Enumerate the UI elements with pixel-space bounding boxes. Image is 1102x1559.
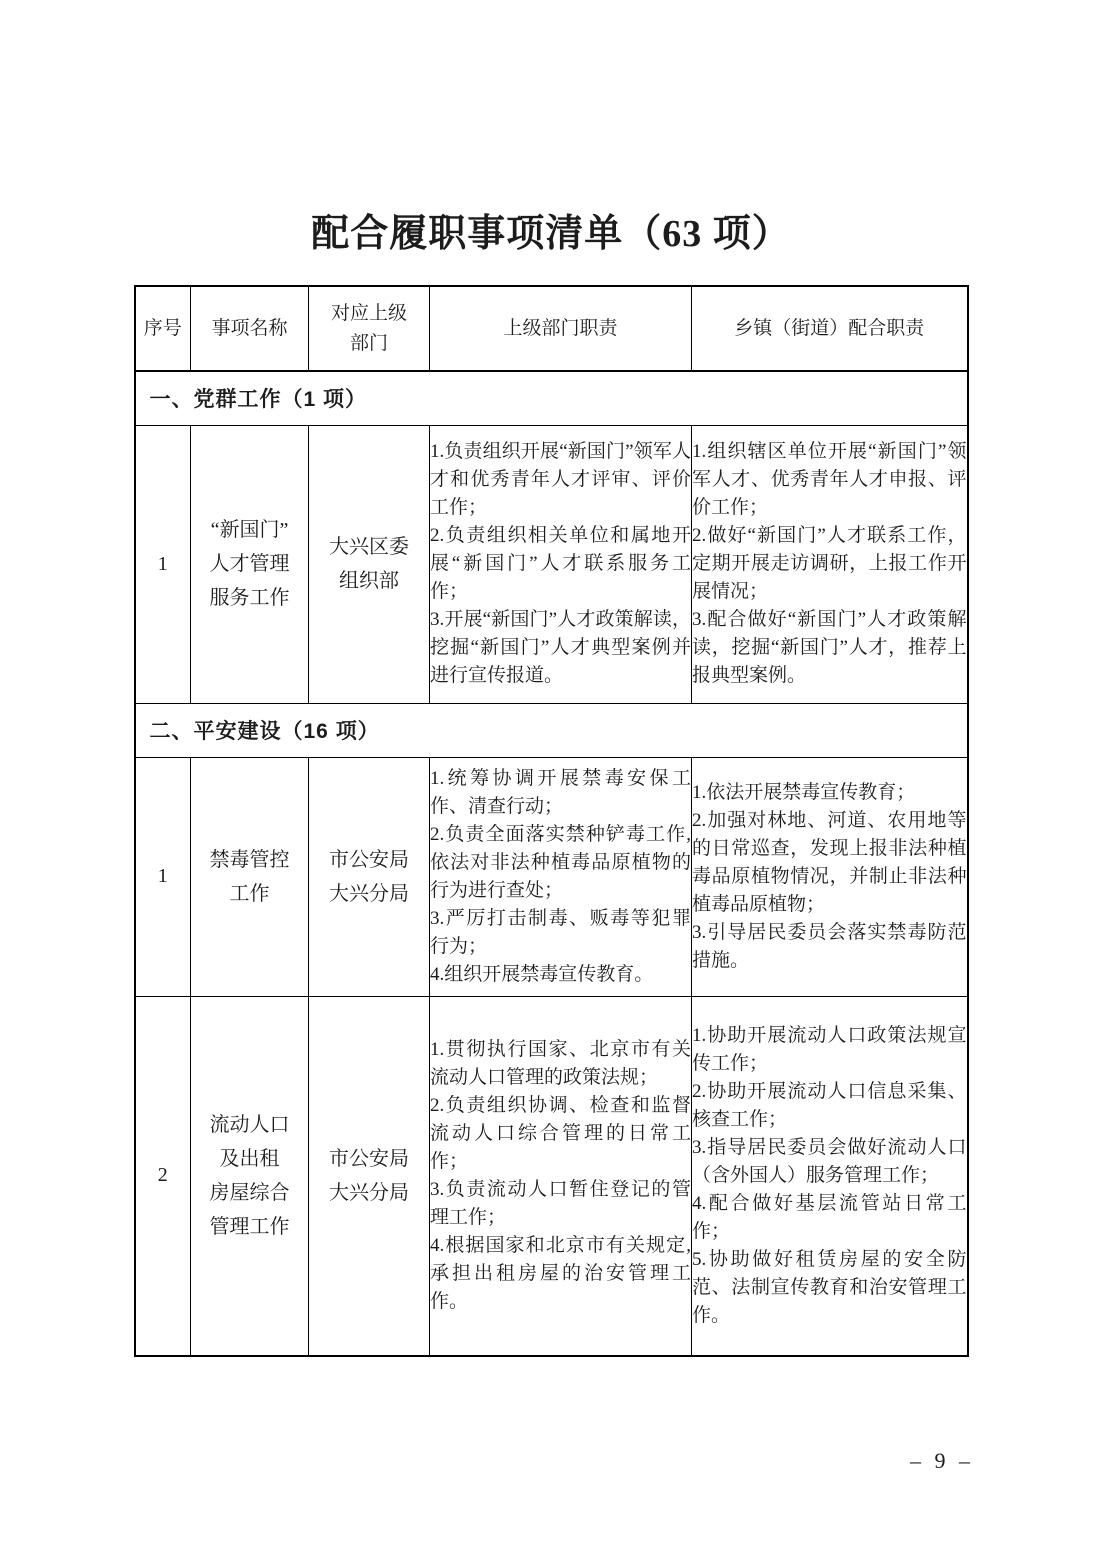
cell-department: 市公安局 大兴分局	[309, 996, 430, 1356]
cell-no: 2	[135, 996, 191, 1356]
section-heading-row-1	[135, 371, 968, 425]
section-heading: 二、平安建设（16 项）	[135, 703, 968, 757]
col-header-department: 对应上级 部门	[309, 286, 430, 371]
page-number: – 9 –	[910, 1448, 974, 1473]
cell-item-name: 禁毒管控 工作	[191, 757, 309, 996]
cell-town-duties: 1.组织辖区单位开展“新国门”领军人才、优秀青年人才申报、评价工作； 2.做好“新国门”人才联系工作，定期开展走访调研，上报工作开展情况； 3.配合做好“新国门”人才政策解读，挖掘“新国门”人才，推荐上报典型案例。	[692, 425, 968, 703]
cell-no: 1	[135, 425, 191, 703]
table-row	[135, 757, 968, 996]
duty-table	[134, 285, 969, 1357]
table-row	[135, 425, 968, 703]
table-header-row	[135, 286, 968, 371]
cell-superior-duties: 1.统筹协调开展禁毒安保工作、清查行动； 2.负责全面落实禁种铲毒工作,依法对非法种植毒品原植物的行为进行查处； 3.严厉打击制毒、贩毒等犯罪行为； 4.组织开展禁毒宣传教育。	[430, 757, 692, 996]
cell-no: 1	[135, 757, 191, 996]
section-heading-row-2	[135, 703, 968, 757]
cell-superior-duties: 1.负责组织开展“新国门”领军人才和优秀青年人才评审、评价工作； 2.负责组织相关单位和属地开展“新国门”人才联系服务工作； 3.开展“新国门”人才政策解读，挖掘“新国门”人才典型案例并进行宣传报道。	[430, 425, 692, 703]
cell-item-name: “新国门” 人才管理 服务工作	[191, 425, 309, 703]
cell-town-duties: 1.协助开展流动人口政策法规宣传工作； 2.协助开展流动人口信息采集、核查工作； 3.指导居民委员会做好流动人口（含外国人）服务管理工作； 4.配合做好基层流管站日常工作； 5.协助做好租赁房屋的安全防范、法制宣传教育和治安管理工作。	[692, 996, 968, 1356]
table-row	[135, 996, 968, 1356]
section-heading: 一、党群工作（1 项）	[135, 371, 968, 425]
cell-town-duties: 1.依法开展禁毒宣传教育； 2.加强对林地、河道、农用地等的日常巡查，发现上报非法种植毒品原植物情况，并制止非法种植毒品原植物； 3.引导居民委员会落实禁毒防范措施。	[692, 757, 968, 996]
col-header-town-duties: 乡镇（街道）配合职责	[692, 286, 968, 371]
cell-department: 大兴区委 组织部	[309, 425, 430, 703]
col-header-no: 序号	[135, 286, 191, 371]
cell-superior-duties: 1.贯彻执行国家、北京市有关流动人口管理的政策法规； 2.负责组织协调、检查和监督流动人口综合管理的日常工作； 3.负责流动人口暂住登记的管理工作； 4.根据国家和北京市有关规定,承担出租房屋的治安管理工作。	[430, 996, 692, 1356]
col-header-item-name: 事项名称	[191, 286, 309, 371]
page-title: 配合履职事项清单（63 项）	[311, 213, 791, 255]
cell-item-name: 流动人口 及出租 房屋综合 管理工作	[191, 996, 309, 1356]
cell-department: 市公安局 大兴分局	[309, 757, 430, 996]
col-header-superior-duties: 上级部门职责	[430, 286, 692, 371]
